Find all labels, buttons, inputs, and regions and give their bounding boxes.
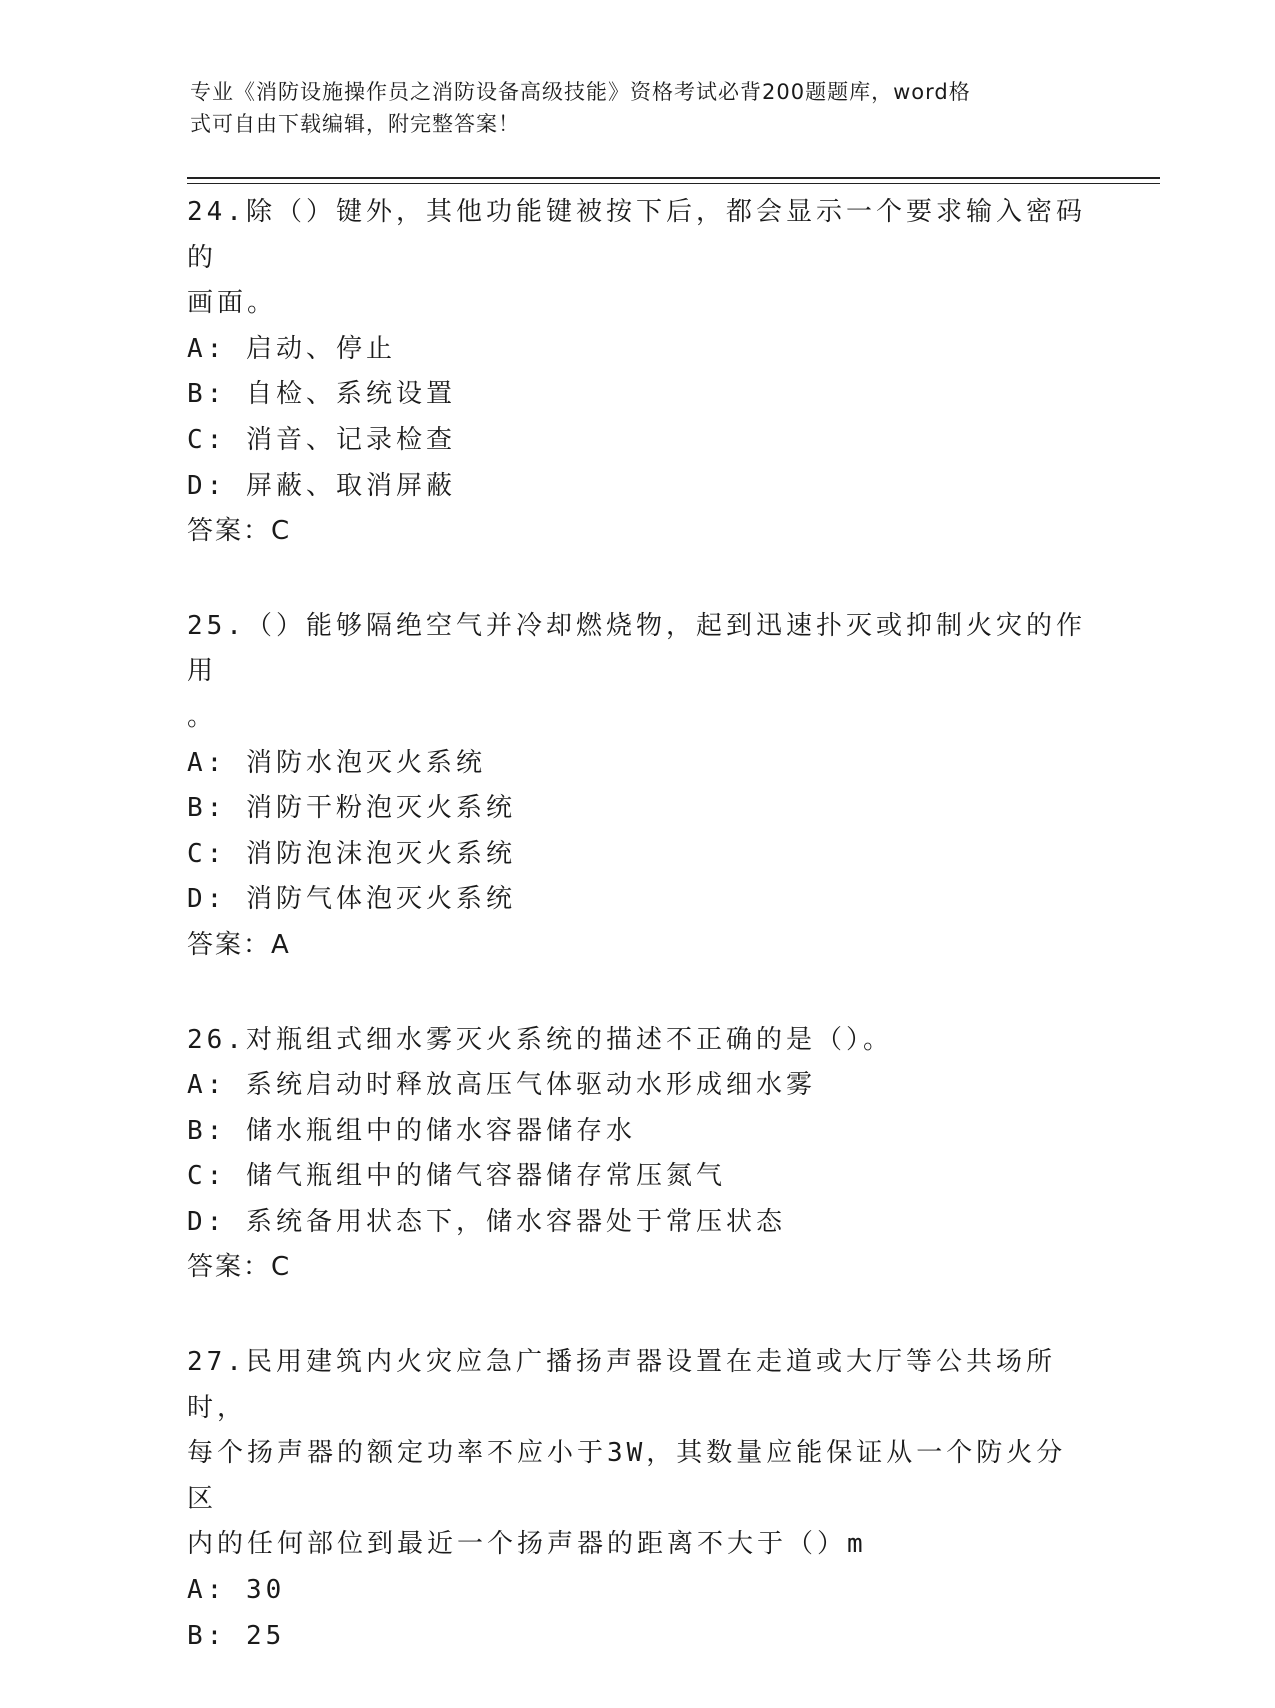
document-header xyxy=(190,76,1090,140)
question-stem-line: 25.（）能够隔绝空气并冷却燃烧物，起到迅速扑灭或抑制火灾的作用 xyxy=(187,610,1086,687)
question-stem-line: 24.除（）键外，其他功能键被按下后，都会显示一个要求输入密码的 xyxy=(187,197,1086,273)
option-b: B: 25 xyxy=(187,1620,286,1651)
answer-line: 答案：C xyxy=(187,1252,292,1283)
header-line-2: 式可自由下载编辑，附完整答案！ xyxy=(190,112,520,136)
question-27 xyxy=(187,1340,1087,1659)
answer-line: 答案：C xyxy=(187,516,292,547)
option-d: D: 系统备用状态下，储水容器处于常压状态 xyxy=(187,1206,786,1237)
question-24 xyxy=(187,190,1087,555)
option-b: B: 消防干粉泡灭火系统 xyxy=(187,793,516,824)
option-a: A: 消防水泡灭火系统 xyxy=(187,747,486,778)
option-c: C: 消防泡沫泡灭火系统 xyxy=(187,838,516,869)
header-divider-thick xyxy=(187,177,1160,179)
question-stem-line: 画面。 xyxy=(187,288,278,319)
option-c: C: 消音、记录检查 xyxy=(187,424,456,455)
option-b: B: 自检、系统设置 xyxy=(187,379,456,410)
question-stem-line: 每个扬声器的额定功率不应小于3W，其数量应能保证从一个防火分区 xyxy=(187,1438,1067,1514)
question-list xyxy=(187,190,1087,1708)
option-c: C: 储气瓶组中的储气容器储存常压氮气 xyxy=(187,1161,726,1192)
option-b: B: 储水瓶组中的储水容器储存水 xyxy=(187,1115,636,1146)
option-a: A: 系统启动时释放高压气体驱动水形成细水雾 xyxy=(187,1070,816,1101)
option-a: A: 30 xyxy=(187,1575,286,1606)
option-d: D: 消防气体泡灭火系统 xyxy=(187,884,516,915)
header-line-1: 专业《消防设施操作员之消防设备高级技能》资格考试必背200题题库，word格 xyxy=(190,80,971,104)
question-stem-line: 。 xyxy=(187,701,218,732)
question-stem-line: 26.对瓶组式细水雾灭火系统的描述不正确的是（）。 xyxy=(187,1024,893,1055)
question-25 xyxy=(187,604,1087,969)
option-a: A: 启动、停止 xyxy=(187,333,396,364)
question-stem-line: 内的任何部位到最近一个扬声器的距离不大于（）m xyxy=(187,1529,867,1560)
question-26 xyxy=(187,1018,1087,1292)
option-d: D: 屏蔽、取消屏蔽 xyxy=(187,470,456,501)
header-divider-thin xyxy=(187,183,1160,184)
answer-line: 答案：A xyxy=(187,929,291,960)
question-stem-line: 27.民用建筑内火灾应急广播扬声器设置在走道或大厅等公共场所时， xyxy=(187,1347,1056,1423)
